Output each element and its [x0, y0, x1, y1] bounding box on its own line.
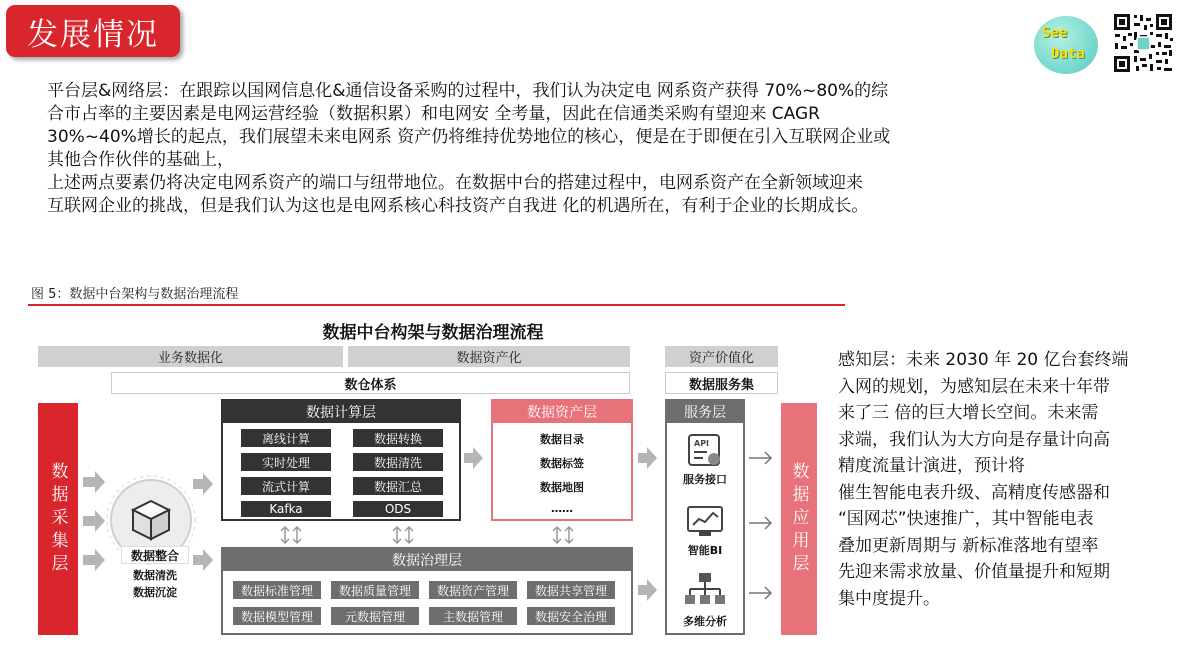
asset-item: ……: [551, 501, 573, 515]
governance-item: 元数据管理: [331, 607, 419, 625]
logo-text-see: See: [1042, 25, 1068, 41]
paragraph-line: 互联网企业的挑战，但是我们认为这也是电网系核心科技资产自我进 化的机遇所在，有利于企业的长期成长。: [47, 196, 869, 216]
seedata-logo: [1034, 16, 1098, 74]
governance-item: 数据模型管理: [233, 607, 321, 625]
paragraph-line: 上述两点要素仍将决定电网系资产的端口与纽带地位。在数据中台的搭建过程中，电网系资产在全新领域迎来: [47, 173, 863, 193]
compute-item: Kafka: [241, 501, 331, 517]
paragraph-line: 30%~40%增长的起点，我们展望未来电网系 资产仍将维持优势地位的核心，便是在于即便在引入互联网企业或: [47, 127, 891, 147]
paragraph-line: 合市占率的主要因素是电网运营经验（数据积累）和电网安 全考量，因此在信通类采购有望迎来 CAGR: [47, 104, 820, 124]
application-layer-column: 数据应用层: [781, 403, 817, 635]
data-middle-platform-diagram: [33, 315, 833, 640]
compute-layer-title: 数据计算层: [223, 401, 459, 423]
integration-item: 数据清洗: [133, 568, 177, 582]
top-bar-business-datafication: 业务数据化: [38, 346, 343, 367]
compute-item: 数据转换: [353, 429, 443, 447]
perception-layer-paragraph: [838, 347, 1183, 612]
data-warehouse-bar: 数仓体系: [111, 372, 630, 394]
integration-item: 数据沉淀: [133, 585, 177, 599]
compute-item: 流式计算: [241, 477, 331, 495]
paragraph-line: 催生智能电表升级、高精度传感器和: [838, 482, 1110, 503]
governance-item: 数据资产管理: [429, 581, 517, 599]
paragraph-line: 入网的规划，为感知层在未来十年带: [838, 376, 1110, 397]
multidimensional-analysis-icon: [683, 571, 727, 609]
governance-layer-box: [221, 547, 633, 635]
paragraph-line: 求端，我们认为大方向是存量计向高: [838, 429, 1110, 450]
caption-divider: [28, 304, 845, 306]
paragraph-line: 平台层&网络层：在跟踪以国网信息化&通信设备采购的过程中，我们认为决定电 网系资产获得 70%~80%的综: [47, 81, 889, 101]
compute-item: 数据汇总: [353, 477, 443, 495]
asset-item: 数据地图: [540, 481, 584, 494]
diagram-title: 数据中台构架与数据治理流程: [322, 322, 544, 343]
bi-dashboard-icon: [685, 505, 725, 539]
service-item: 服务接口: [683, 472, 727, 486]
top-bar-asset-valorization: 资产价值化: [665, 346, 778, 367]
asset-layer-title: 数据资产层: [493, 401, 631, 423]
service-layer-title: 服务层: [667, 401, 743, 423]
page-title: 发展情况: [6, 5, 180, 57]
top-bar-data-assetization: 数据资产化: [348, 346, 630, 367]
governance-item: 数据质量管理: [331, 581, 419, 599]
paragraph-line: 先迎来需求放量、价值量提升和短期: [838, 562, 1110, 582]
governance-item: 数据安全治理: [527, 607, 615, 625]
compute-item: ODS: [353, 501, 443, 517]
api-icon-label: API: [694, 439, 710, 448]
governance-item: 数据共享管理: [527, 581, 615, 599]
governance-item: 主数据管理: [429, 607, 517, 625]
data-service-set-bar: 数据服务集: [665, 372, 778, 394]
collection-layer-column: 数据采集层: [38, 403, 78, 635]
service-layer-box: [665, 399, 745, 635]
api-icon: [685, 433, 725, 467]
compute-item: 实时处理: [241, 453, 331, 471]
service-item: 多维分析: [683, 614, 727, 628]
intro-paragraph: [47, 80, 1077, 218]
asset-item: 数据标签: [540, 457, 584, 470]
governance-item: 数据标准管理: [233, 581, 321, 599]
compute-item: 离线计算: [241, 429, 331, 447]
paragraph-line: 其他合作伙伴的基础上，: [47, 150, 234, 170]
compute-layer-box: [221, 399, 461, 521]
asset-item: 数据目录: [540, 433, 584, 446]
logo-text-data: Data: [1051, 46, 1085, 62]
paragraph-line: 感知层：未来 2030 年 20 亿台套终端: [838, 350, 1129, 370]
asset-layer-box: [491, 399, 633, 521]
qr-code-icon: [1112, 12, 1174, 74]
paragraph-line: 精度流量计演进，预计将: [838, 456, 1025, 476]
paragraph-line: “国网芯”快速推广，其中智能电表: [838, 509, 1094, 529]
compute-item: 数据清洗: [353, 453, 443, 471]
paragraph-line: 集中度提升。: [838, 588, 940, 609]
service-item: 智能BI: [687, 543, 723, 557]
integration-title: 数据整合: [121, 546, 189, 564]
paragraph-line: 来了三 倍的巨大增长空间。未来需: [838, 403, 1099, 423]
governance-layer-title: 数据治理层: [223, 549, 631, 571]
paragraph-line: 叠加更新周期与 新标准落地有望率: [838, 535, 1099, 556]
figure-caption: 图 5：数据中台架构与数据治理流程: [31, 287, 239, 302]
